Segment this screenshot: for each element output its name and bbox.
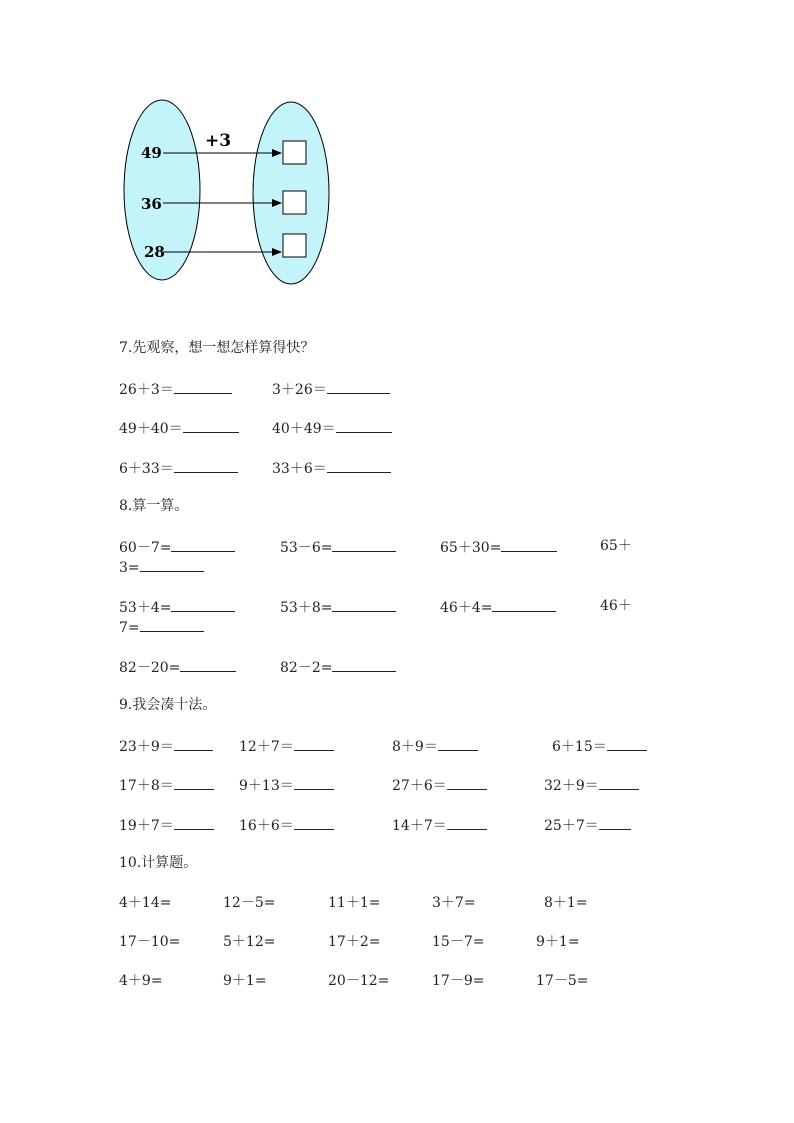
q9-row2-col1: 17＋8＝ xyxy=(119,775,214,795)
q10-row2-col3: 17＋2= xyxy=(328,934,381,950)
q9-row2-col2: 9＋13＝ xyxy=(239,775,334,795)
q9-row3-col1: 19＋7＝ xyxy=(119,815,214,835)
q9-row3-col4: 25＋7＝ xyxy=(544,815,631,835)
answer-blank[interactable] xyxy=(294,775,334,790)
q10-row1-col5: 8＋1= xyxy=(544,895,588,911)
q8-row1-col4: 65＋ xyxy=(600,538,632,554)
answer-blank[interactable] xyxy=(174,458,238,473)
q8-row2-col3: 46＋4= xyxy=(440,597,556,617)
answer-blank[interactable] xyxy=(174,815,214,830)
mapping-diagram xyxy=(0,0,794,300)
answer-blank[interactable] xyxy=(332,657,396,672)
answer-box-2[interactable] xyxy=(283,191,306,214)
answer-blank[interactable] xyxy=(447,815,487,830)
q8-row2-col1: 53＋4= xyxy=(119,597,235,617)
input-49: 49 xyxy=(141,144,162,162)
q8-title: 8.算一算。 xyxy=(119,498,189,514)
q8-row2-col4: 46＋ xyxy=(600,598,632,614)
q9-row2-col3: 27＋6＝ xyxy=(392,775,487,795)
answer-blank[interactable] xyxy=(332,597,396,612)
q10-row3-col2: 9＋1= xyxy=(223,973,267,989)
answer-blank[interactable] xyxy=(599,815,631,830)
answer-blank[interactable] xyxy=(183,418,239,433)
q8-row3-col1: 82－20= xyxy=(119,657,236,677)
answer-blank[interactable] xyxy=(332,537,396,552)
input-36: 36 xyxy=(141,195,162,213)
answer-blank[interactable] xyxy=(492,597,556,612)
answer-blank[interactable] xyxy=(180,657,236,672)
q8-row1-col1: 60－7= xyxy=(119,537,235,557)
answer-box-1[interactable] xyxy=(283,141,306,164)
q8-row2-col2: 53＋8= xyxy=(280,597,396,617)
q10-title: 10.计算题。 xyxy=(119,855,198,871)
q10-row2-col2: 5＋12= xyxy=(223,934,276,950)
answer-blank[interactable] xyxy=(501,537,557,552)
q8-row1-col2: 53－6= xyxy=(280,537,396,557)
q10-row2-col5: 9＋1= xyxy=(536,934,580,950)
q10-row2-col1: 17－10= xyxy=(119,934,181,950)
answer-blank[interactable] xyxy=(140,617,204,632)
answer-blank[interactable] xyxy=(171,597,235,612)
q10-row3-col5: 17－5= xyxy=(536,973,589,989)
q7-row1-col2: 3＋26＝ xyxy=(272,379,390,399)
q9-title: 9.我会凑十法。 xyxy=(119,697,217,713)
q10-row1-col1: 4＋14= xyxy=(119,895,172,911)
q10-row3-col4: 17－9= xyxy=(432,973,485,989)
answer-blank[interactable] xyxy=(336,418,392,433)
answer-blank[interactable] xyxy=(294,815,334,830)
answer-blank[interactable] xyxy=(294,736,334,751)
q10-row1-col4: 3＋7= xyxy=(432,895,476,911)
q9-row2-col4: 32＋9＝ xyxy=(544,775,639,795)
q9-row1-col4: 6＋15＝ xyxy=(552,736,647,756)
q9-row1-col3: 8＋9＝ xyxy=(392,736,478,756)
answer-blank[interactable] xyxy=(140,557,204,572)
answer-blank[interactable] xyxy=(607,736,647,751)
input-28: 28 xyxy=(144,243,165,261)
q7-row2-col2: 40＋49＝ xyxy=(272,418,392,438)
answer-blank[interactable] xyxy=(327,458,391,473)
q8-row2-col4-cont: 7= xyxy=(119,617,204,637)
q9-row1-col2: 12＋7＝ xyxy=(239,736,334,756)
answer-box-3[interactable] xyxy=(283,234,306,257)
answer-blank[interactable] xyxy=(174,736,213,751)
q7-title: 7.先观察，想一想怎样算得快？ xyxy=(119,340,315,356)
q7-row2-col1: 49＋40＝ xyxy=(119,418,239,438)
q7-row3-col1: 6＋33＝ xyxy=(119,458,238,478)
answer-blank[interactable] xyxy=(174,775,214,790)
answer-blank[interactable] xyxy=(327,379,390,394)
q10-row2-col4: 15－7= xyxy=(432,934,485,950)
q10-row3-col1: 4＋9= xyxy=(119,973,163,989)
q10-row1-col3: 11＋1= xyxy=(328,895,381,911)
q9-row3-col2: 16＋6＝ xyxy=(239,815,334,835)
q9-row3-col3: 14＋7＝ xyxy=(392,815,487,835)
q9-row1-col1: 23＋9＝ xyxy=(119,736,213,756)
q10-row3-col3: 20－12= xyxy=(328,973,390,989)
q8-row3-col2: 82－2= xyxy=(280,657,396,677)
answer-blank[interactable] xyxy=(438,736,478,751)
q8-row1-col4-cont: 3= xyxy=(119,557,204,577)
answer-blank[interactable] xyxy=(171,537,235,552)
answer-blank[interactable] xyxy=(447,775,487,790)
operation-label: +3 xyxy=(205,131,232,151)
q8-row1-col3: 65＋30= xyxy=(440,537,557,557)
q7-row1-col1: 26＋3＝ xyxy=(119,379,232,399)
answer-blank[interactable] xyxy=(174,379,232,394)
q10-row1-col2: 12－5= xyxy=(223,895,276,911)
q7-row3-col2: 33＋6＝ xyxy=(272,458,391,478)
answer-blank[interactable] xyxy=(599,775,639,790)
